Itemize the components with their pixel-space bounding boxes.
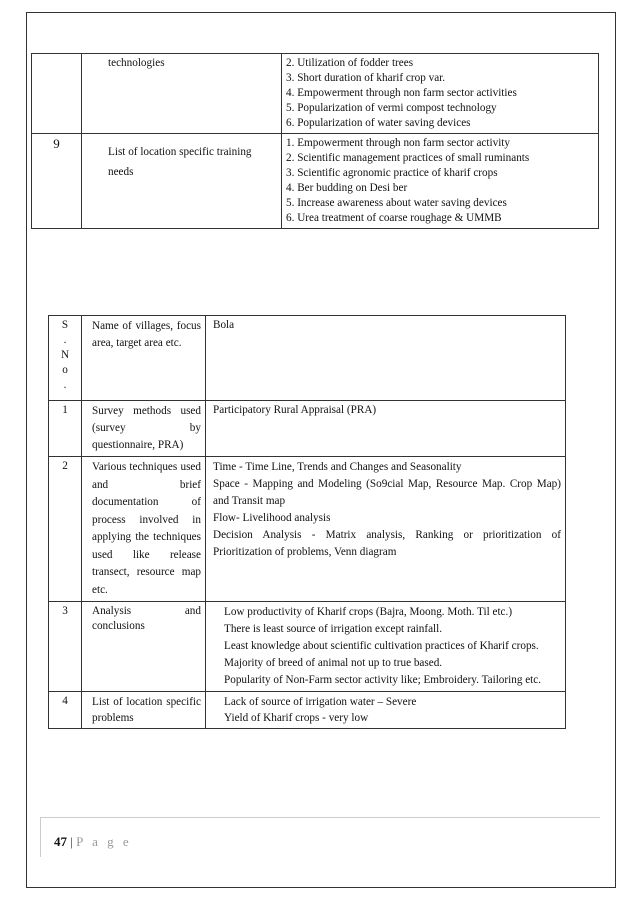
header-value: Bola — [206, 316, 566, 401]
row-content — [206, 457, 566, 602]
row-label: Various techniques used and brief documentation of process involved in applying the techniques used like release transect, resource map etc. — [82, 457, 206, 602]
list-item: 4. Ber budding on Desi ber — [286, 182, 408, 194]
row-number: 9 — [32, 134, 82, 229]
content-line: Least knowledge about scientific cultivation practices of Kharif crops. — [224, 640, 539, 652]
list-item: 6. Popularization of water saving devices — [286, 117, 471, 129]
content-line: Participatory Rural Appraisal (PRA) — [213, 404, 377, 416]
row-number: 3 — [49, 602, 82, 692]
sno-header — [49, 316, 82, 401]
list-item: 5. Popularization of vermi compost technology — [286, 102, 497, 114]
header-label: Name of villages, focus area, target area etc. — [82, 316, 206, 401]
list-item: 6. Urea treatment of coarse roughage & UMMB — [286, 212, 502, 224]
footer-separator: | — [70, 834, 73, 849]
row-items — [282, 54, 599, 134]
content-line: Space - Mapping and Modeling (So9cial Map, Resource Map. Crop Map) and Transit map — [213, 478, 561, 507]
content-line: Yield of Kharif crops - very low — [224, 712, 369, 724]
list-item: 5. Increase awareness about water saving devices — [286, 197, 507, 209]
sno-char: o — [62, 364, 68, 376]
row-content — [206, 401, 566, 457]
content-line: Majority of breed of animal not up to true based. — [224, 657, 443, 669]
page-number: 47 — [54, 834, 67, 849]
row-title: technologies — [82, 54, 282, 134]
content-line: Flow- Livelihood analysis — [213, 512, 331, 524]
sno-char: N — [60, 349, 70, 361]
content-line: Decision Analysis - Matrix analysis, Ranking or prioritization of Prioritization of problems, Venn diagram — [213, 529, 561, 558]
page-label: P a g e — [76, 834, 132, 849]
sno-char: S — [61, 319, 69, 331]
table-row — [49, 401, 566, 457]
list-item: 2. Scientific management practices of small ruminants — [286, 152, 530, 164]
list-item: 1. Empowerment through non farm sector activity — [286, 137, 511, 149]
table-row — [32, 54, 599, 134]
technology-table — [31, 53, 599, 229]
content-line: There is least source of irrigation except rainfall. — [224, 623, 443, 635]
row-label: Analysis and conclusions — [82, 602, 206, 692]
table-row — [49, 692, 566, 729]
table-row — [32, 134, 599, 229]
table-row — [49, 457, 566, 602]
sno-char: . — [63, 334, 67, 346]
village-survey-table — [48, 315, 566, 729]
content-line: Low productivity of Kharif crops (Bajra, Moong. Moth. Til etc.) — [224, 606, 513, 618]
list-item: 3. Scientific agronomic practice of kharif crops — [286, 167, 498, 179]
table-row — [49, 602, 566, 692]
list-item: 3. Short duration of kharif crop var. — [286, 72, 446, 84]
sno-char: . — [63, 379, 67, 391]
content-line: Lack of source of irrigation water – Severe — [224, 696, 417, 708]
content-line: Popularity of Non-Farm sector activity like; Embroidery. Tailoring etc. — [224, 674, 542, 686]
content-line: Time - Time Line, Trends and Changes and Seasonality — [213, 461, 462, 473]
page-footer — [54, 834, 132, 850]
list-item: 4. Empowerment through non farm sector activities — [286, 87, 517, 99]
row-number: 2 — [49, 457, 82, 602]
row-title: List of location specific training needs — [82, 134, 282, 229]
row-number: 4 — [49, 692, 82, 729]
row-content — [206, 602, 566, 692]
footer-vertical-rule — [40, 817, 41, 857]
row-number: 1 — [49, 401, 82, 457]
row-label: Survey methods used (survey by questionnaire, PRA) — [82, 401, 206, 457]
row-label: List of location specific problems — [82, 692, 206, 729]
row-number — [32, 54, 82, 134]
row-items — [282, 134, 599, 229]
footer-rule — [40, 817, 600, 818]
list-item: 2. Utilization of fodder trees — [286, 57, 414, 69]
table-header-row — [49, 316, 566, 401]
row-content — [206, 692, 566, 729]
